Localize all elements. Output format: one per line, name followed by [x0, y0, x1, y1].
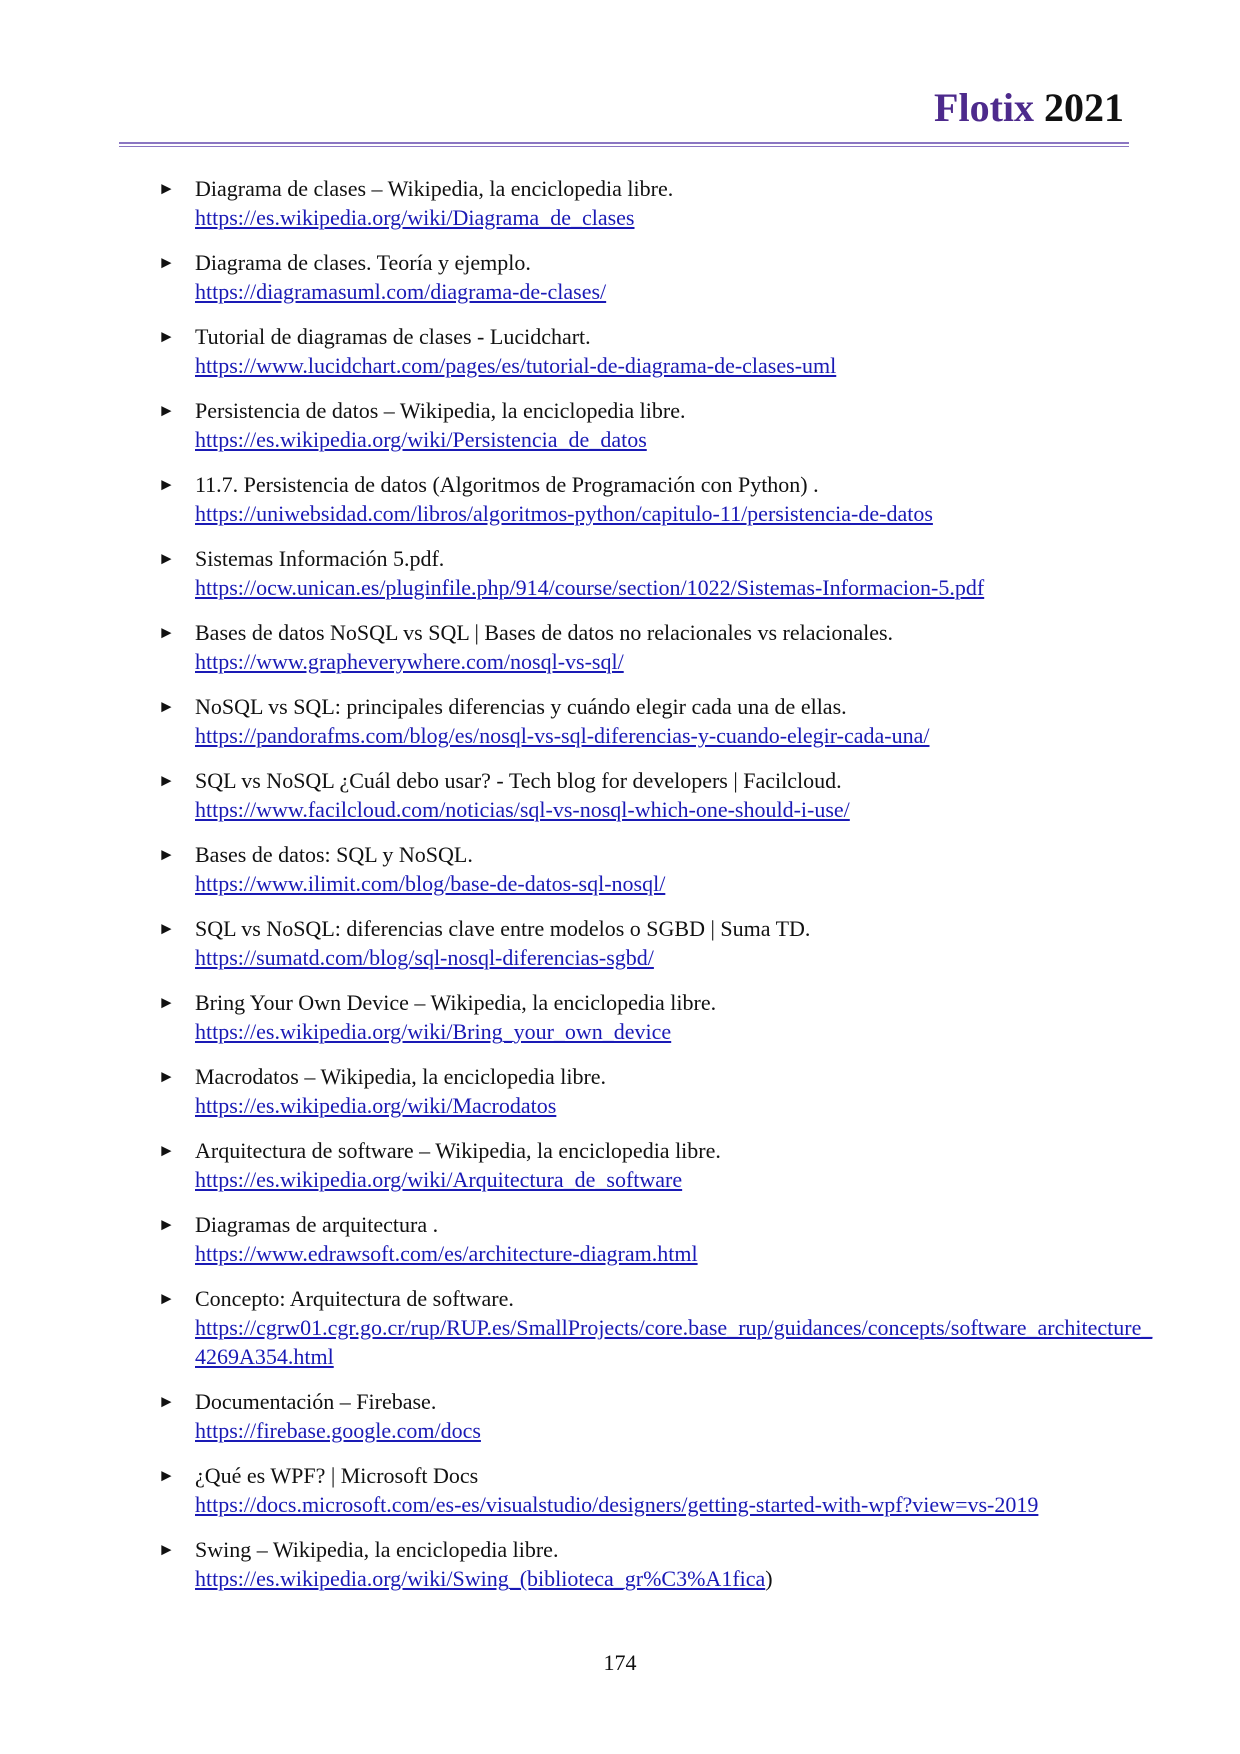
- reference-title: Arquitectura de software – Wikipedia, la enciclopedia libre.: [195, 1138, 721, 1163]
- reference-title: Persistencia de datos – Wikipedia, la enciclopedia libre.: [195, 398, 686, 423]
- bullet-arrow-icon: ►: [158, 475, 175, 494]
- reference-item: [0, 1136, 1240, 1194]
- reference-link[interactable]: https://es.wikipedia.org/wiki/Swing_(biblioteca_gr%C3%A1fica: [195, 1566, 766, 1591]
- reference-item: [0, 1062, 1240, 1120]
- bullet-arrow-icon: ►: [158, 549, 175, 568]
- reference-title: ¿Qué es WPF? | Microsoft Docs: [195, 1463, 479, 1488]
- reference-item: [0, 470, 1240, 528]
- reference-title: Swing – Wikipedia, la enciclopedia libre.: [195, 1537, 559, 1562]
- reference-item: [0, 1461, 1240, 1519]
- reference-link[interactable]: https://www.lucidchart.com/pages/es/tutorial-de-diagrama-de-clases-uml: [195, 353, 837, 378]
- reference-item: [0, 1387, 1240, 1445]
- reference-item: [0, 322, 1240, 380]
- reference-title: Tutorial de diagramas de clases - Lucidchart.: [195, 324, 591, 349]
- reference-title: Concepto: Arquitectura de software.: [195, 1286, 514, 1311]
- reference-title: Bases de datos: SQL y NoSQL.: [195, 842, 473, 867]
- reference-link[interactable]: https://es.wikipedia.org/wiki/Macrodatos: [195, 1093, 557, 1118]
- reference-title: Bring Your Own Device – Wikipedia, la enciclopedia libre.: [195, 990, 717, 1015]
- bullet-arrow-icon: ►: [158, 697, 175, 716]
- reference-item: [0, 1535, 1240, 1593]
- reference-title: Bases de datos NoSQL vs SQL | Bases de datos no relacionales vs relacionales.: [195, 620, 894, 645]
- bullet-arrow-icon: ►: [158, 1141, 175, 1160]
- reference-link[interactable]: https://diagramasuml.com/diagrama-de-clases/: [195, 279, 607, 304]
- reference-link[interactable]: https://www.edrawsoft.com/es/architecture-diagram.html: [195, 1241, 698, 1266]
- reference-title: Macrodatos – Wikipedia, la enciclopedia libre.: [195, 1064, 607, 1089]
- reference-link-line: [195, 1564, 1160, 1593]
- reference-item: [0, 248, 1240, 306]
- reference-item: [0, 1210, 1240, 1268]
- reference-title: Diagrama de clases – Wikipedia, la enciclopedia libre.: [195, 176, 674, 201]
- reference-link[interactable]: https://sumatd.com/blog/sql-nosql-diferencias-sgbd/: [195, 945, 654, 970]
- reference-title: Diagramas de arquitectura .: [195, 1212, 439, 1237]
- reference-list: [0, 174, 1240, 1609]
- reference-link[interactable]: https://es.wikipedia.org/wiki/Persistencia_de_datos: [195, 427, 647, 452]
- reference-item: [0, 840, 1240, 898]
- reference-link[interactable]: https://es.wikipedia.org/wiki/Bring_your_own_device: [195, 1019, 672, 1044]
- reference-suffix: ): [765, 1566, 773, 1591]
- reference-link[interactable]: https://es.wikipedia.org/wiki/Arquitectura_de_software: [195, 1167, 683, 1192]
- bullet-arrow-icon: ►: [158, 1067, 175, 1086]
- page-number: 174: [603, 1650, 637, 1675]
- reference-title: 11.7. Persistencia de datos (Algoritmos de Programación con Python) .: [195, 472, 819, 497]
- header-rule-thick: [119, 142, 1129, 144]
- header-rule-thin: [119, 146, 1129, 147]
- reference-title: NoSQL vs SQL: principales diferencias y cuándo elegir cada una de ellas.: [195, 694, 847, 719]
- reference-title: SQL vs NoSQL: diferencias clave entre modelos o SGBD | Suma TD.: [195, 916, 811, 941]
- reference-item: [0, 1284, 1240, 1371]
- reference-link[interactable]: https://cgrw01.cgr.go.cr/rup/RUP.es/SmallProjects/core.base_rup/guidances/concepts/software_architecture_4269A354.html: [195, 1315, 1153, 1369]
- reference-item: [0, 988, 1240, 1046]
- bullet-arrow-icon: ►: [158, 993, 175, 1012]
- reference-title: Sistemas Información 5.pdf.: [195, 546, 445, 571]
- reference-link[interactable]: https://www.ilimit.com/blog/base-de-datos-sql-nosql/: [195, 871, 666, 896]
- bullet-arrow-icon: ►: [158, 919, 175, 938]
- bullet-arrow-icon: ►: [158, 327, 175, 346]
- reference-link[interactable]: https://pandorafms.com/blog/es/nosql-vs-sql-diferencias-y-cuando-elegir-cada-una/: [195, 723, 930, 748]
- reference-link[interactable]: https://es.wikipedia.org/wiki/Diagrama_de_clases: [195, 205, 635, 230]
- reference-link[interactable]: https://uniwebsidad.com/libros/algoritmos-python/capitulo-11/persistencia-de-datos: [195, 501, 933, 526]
- reference-title: Documentación – Firebase.: [195, 1389, 437, 1414]
- reference-link[interactable]: https://firebase.google.com/docs: [195, 1418, 481, 1443]
- reference-item: [0, 618, 1240, 676]
- bullet-arrow-icon: ►: [158, 1215, 175, 1234]
- bullet-arrow-icon: ►: [158, 1540, 175, 1559]
- reference-item: [0, 396, 1240, 454]
- reference-title: Diagrama de clases. Teoría y ejemplo.: [195, 250, 531, 275]
- bullet-arrow-icon: ►: [158, 845, 175, 864]
- bullet-arrow-icon: ►: [158, 1466, 175, 1485]
- reference-item: [0, 544, 1240, 602]
- reference-item: [0, 766, 1240, 824]
- reference-link[interactable]: https://www.facilcloud.com/noticias/sql-vs-nosql-which-one-should-i-use/: [195, 797, 850, 822]
- header-year: 2021: [1044, 85, 1124, 130]
- reference-link[interactable]: https://www.grapheverywhere.com/nosql-vs-sql/: [195, 649, 624, 674]
- page-header: [934, 85, 1124, 130]
- bullet-arrow-icon: ►: [158, 771, 175, 790]
- reference-item: [0, 174, 1240, 232]
- reference-item: [0, 692, 1240, 750]
- reference-item: [0, 914, 1240, 972]
- header-brand: Flotix: [934, 85, 1034, 130]
- reference-link[interactable]: https://ocw.unican.es/pluginfile.php/914/course/section/1022/Sistemas-Informacion-5.pdf: [195, 575, 985, 600]
- bullet-arrow-icon: ►: [158, 1392, 175, 1411]
- bullet-arrow-icon: ►: [158, 1289, 175, 1308]
- bullet-arrow-icon: ►: [158, 623, 175, 642]
- reference-title: SQL vs NoSQL ¿Cuál debo usar? - Tech blog for developers | Facilcloud.: [195, 768, 842, 793]
- reference-link[interactable]: https://docs.microsoft.com/es-es/visualstudio/designers/getting-started-with-wpf?view=vs-2019: [195, 1492, 1039, 1517]
- bullet-arrow-icon: ►: [158, 401, 175, 420]
- bullet-arrow-icon: ►: [158, 179, 175, 198]
- bullet-arrow-icon: ►: [158, 253, 175, 272]
